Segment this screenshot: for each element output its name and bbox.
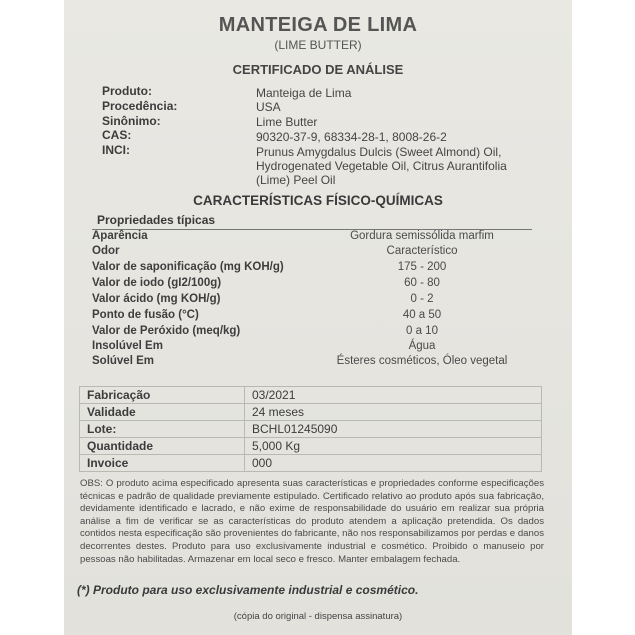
batch-value: 000 <box>245 455 542 472</box>
property-row <box>92 325 532 341</box>
info-value-inci-line1: Prunus Amygdalus Dulcis (Sweet Almond) Oil, <box>256 145 502 159</box>
info-value-cas: 90320-37-9, 68334-28-1, 8008-26-2 <box>256 130 447 144</box>
property-value: 175 - 200 <box>397 261 447 273</box>
property-value: Ésteres cosméticos, Óleo vegetal <box>336 355 508 367</box>
certificate-heading: CERTIFICADO DE ANÁLISE <box>232 62 404 77</box>
property-row <box>92 230 532 246</box>
batch-table <box>79 386 542 472</box>
property-row <box>92 340 532 356</box>
property-row <box>92 355 532 371</box>
property-name: Valor ácido (mg KOH/g) <box>92 293 221 305</box>
batch-label: Fabricação <box>80 387 245 404</box>
batch-value: 24 meses <box>245 404 542 421</box>
batch-value: BCHL01245090 <box>245 421 542 438</box>
property-value: Água <box>408 340 436 352</box>
property-value: 60 - 80 <box>404 277 440 289</box>
property-name: Insolúvel Em <box>92 340 163 352</box>
info-label-inci: INCI: <box>102 143 130 157</box>
info-value-procedencia: USA <box>256 100 281 114</box>
property-value: 40 a 50 <box>402 309 442 321</box>
property-value: Gordura semissólida marfim <box>350 230 494 242</box>
observations-paragraph: OBS: O produto acima especificado apresenta suas características e propriedades conforme especificações técnicas e padrão de qualidade previamente estipulado. Certificado relativo ao produto após sua fabricação, devidamente identificado e lacrado, e não exime de responsabilidade do usuário em realizar sua própria análise a fim de verificar se as características do produto atendem a aplicação pretendida. Os dados contidos nesta especificação são provenientes do fabricante, não nos responsabilizamos por perdas e danos decorrentes destes. Produto para uso exclusivamente industrial e cosmético. Proibido o manuseio por pessoas não habilitadas. Armazenar em local seco e fresco. Manter embalagem fechada. <box>80 478 544 565</box>
copy-footer: (cópia do original - dispensa assinatura) <box>233 611 403 622</box>
properties-header: Propriedades típicas <box>97 213 216 227</box>
usage-note: (*) Produto para uso exclusivamente industrial e cosmético. <box>77 583 419 597</box>
certificate-page <box>64 0 572 635</box>
property-value: Característico <box>386 245 458 257</box>
table-row <box>80 438 542 455</box>
info-value-inci-line2: Hydrogenated Vegetable Oil, Citrus Aurantifolia <box>256 159 507 173</box>
property-name: Valor de saponificação (mg KOH/g) <box>92 261 284 273</box>
info-label-sinonimo: Sinônimo: <box>102 114 161 128</box>
info-value-sinonimo: Lime Butter <box>256 115 318 129</box>
product-subtitle: (LIME BUTTER) <box>274 38 362 52</box>
property-name: Ponto de fusão (°C) <box>92 309 199 321</box>
product-title: MANTEIGA DE LIMA <box>218 14 418 36</box>
property-name: Valor de iodo (gI2/100g) <box>92 277 222 289</box>
batch-value: 5,000 Kg <box>245 438 542 455</box>
property-name: Aparência <box>92 230 148 242</box>
info-value-inci-line3: (Lime) Peel Oil <box>256 173 336 187</box>
info-label-cas: CAS: <box>102 128 132 142</box>
property-value: 0 a 10 <box>406 325 438 337</box>
property-name: Solúvel Em <box>92 355 154 367</box>
batch-label: Validade <box>80 404 245 421</box>
property-row <box>92 277 532 293</box>
table-row <box>80 455 542 472</box>
properties-section-title: CARACTERÍSTICAS FÍSICO-QUÍMICAS <box>193 193 443 208</box>
table-row <box>80 421 542 438</box>
property-row <box>92 293 532 309</box>
property-row <box>92 245 532 261</box>
info-label-produto: Produto: <box>102 84 152 98</box>
batch-label: Lote: <box>80 421 245 438</box>
property-row <box>92 261 532 277</box>
property-name: Odor <box>92 245 120 257</box>
batch-value: 03/2021 <box>245 387 542 404</box>
batch-label: Invoice <box>80 455 245 472</box>
property-name: Valor de Peróxido (meq/kg) <box>92 325 241 337</box>
table-row <box>80 404 542 421</box>
info-label-procedencia: Procedência: <box>102 99 178 113</box>
info-value-produto: Manteiga de Lima <box>256 86 352 100</box>
property-row <box>92 309 532 325</box>
property-value: 0 - 2 <box>410 293 434 305</box>
table-row <box>80 387 542 404</box>
batch-label: Quantidade <box>80 438 245 455</box>
